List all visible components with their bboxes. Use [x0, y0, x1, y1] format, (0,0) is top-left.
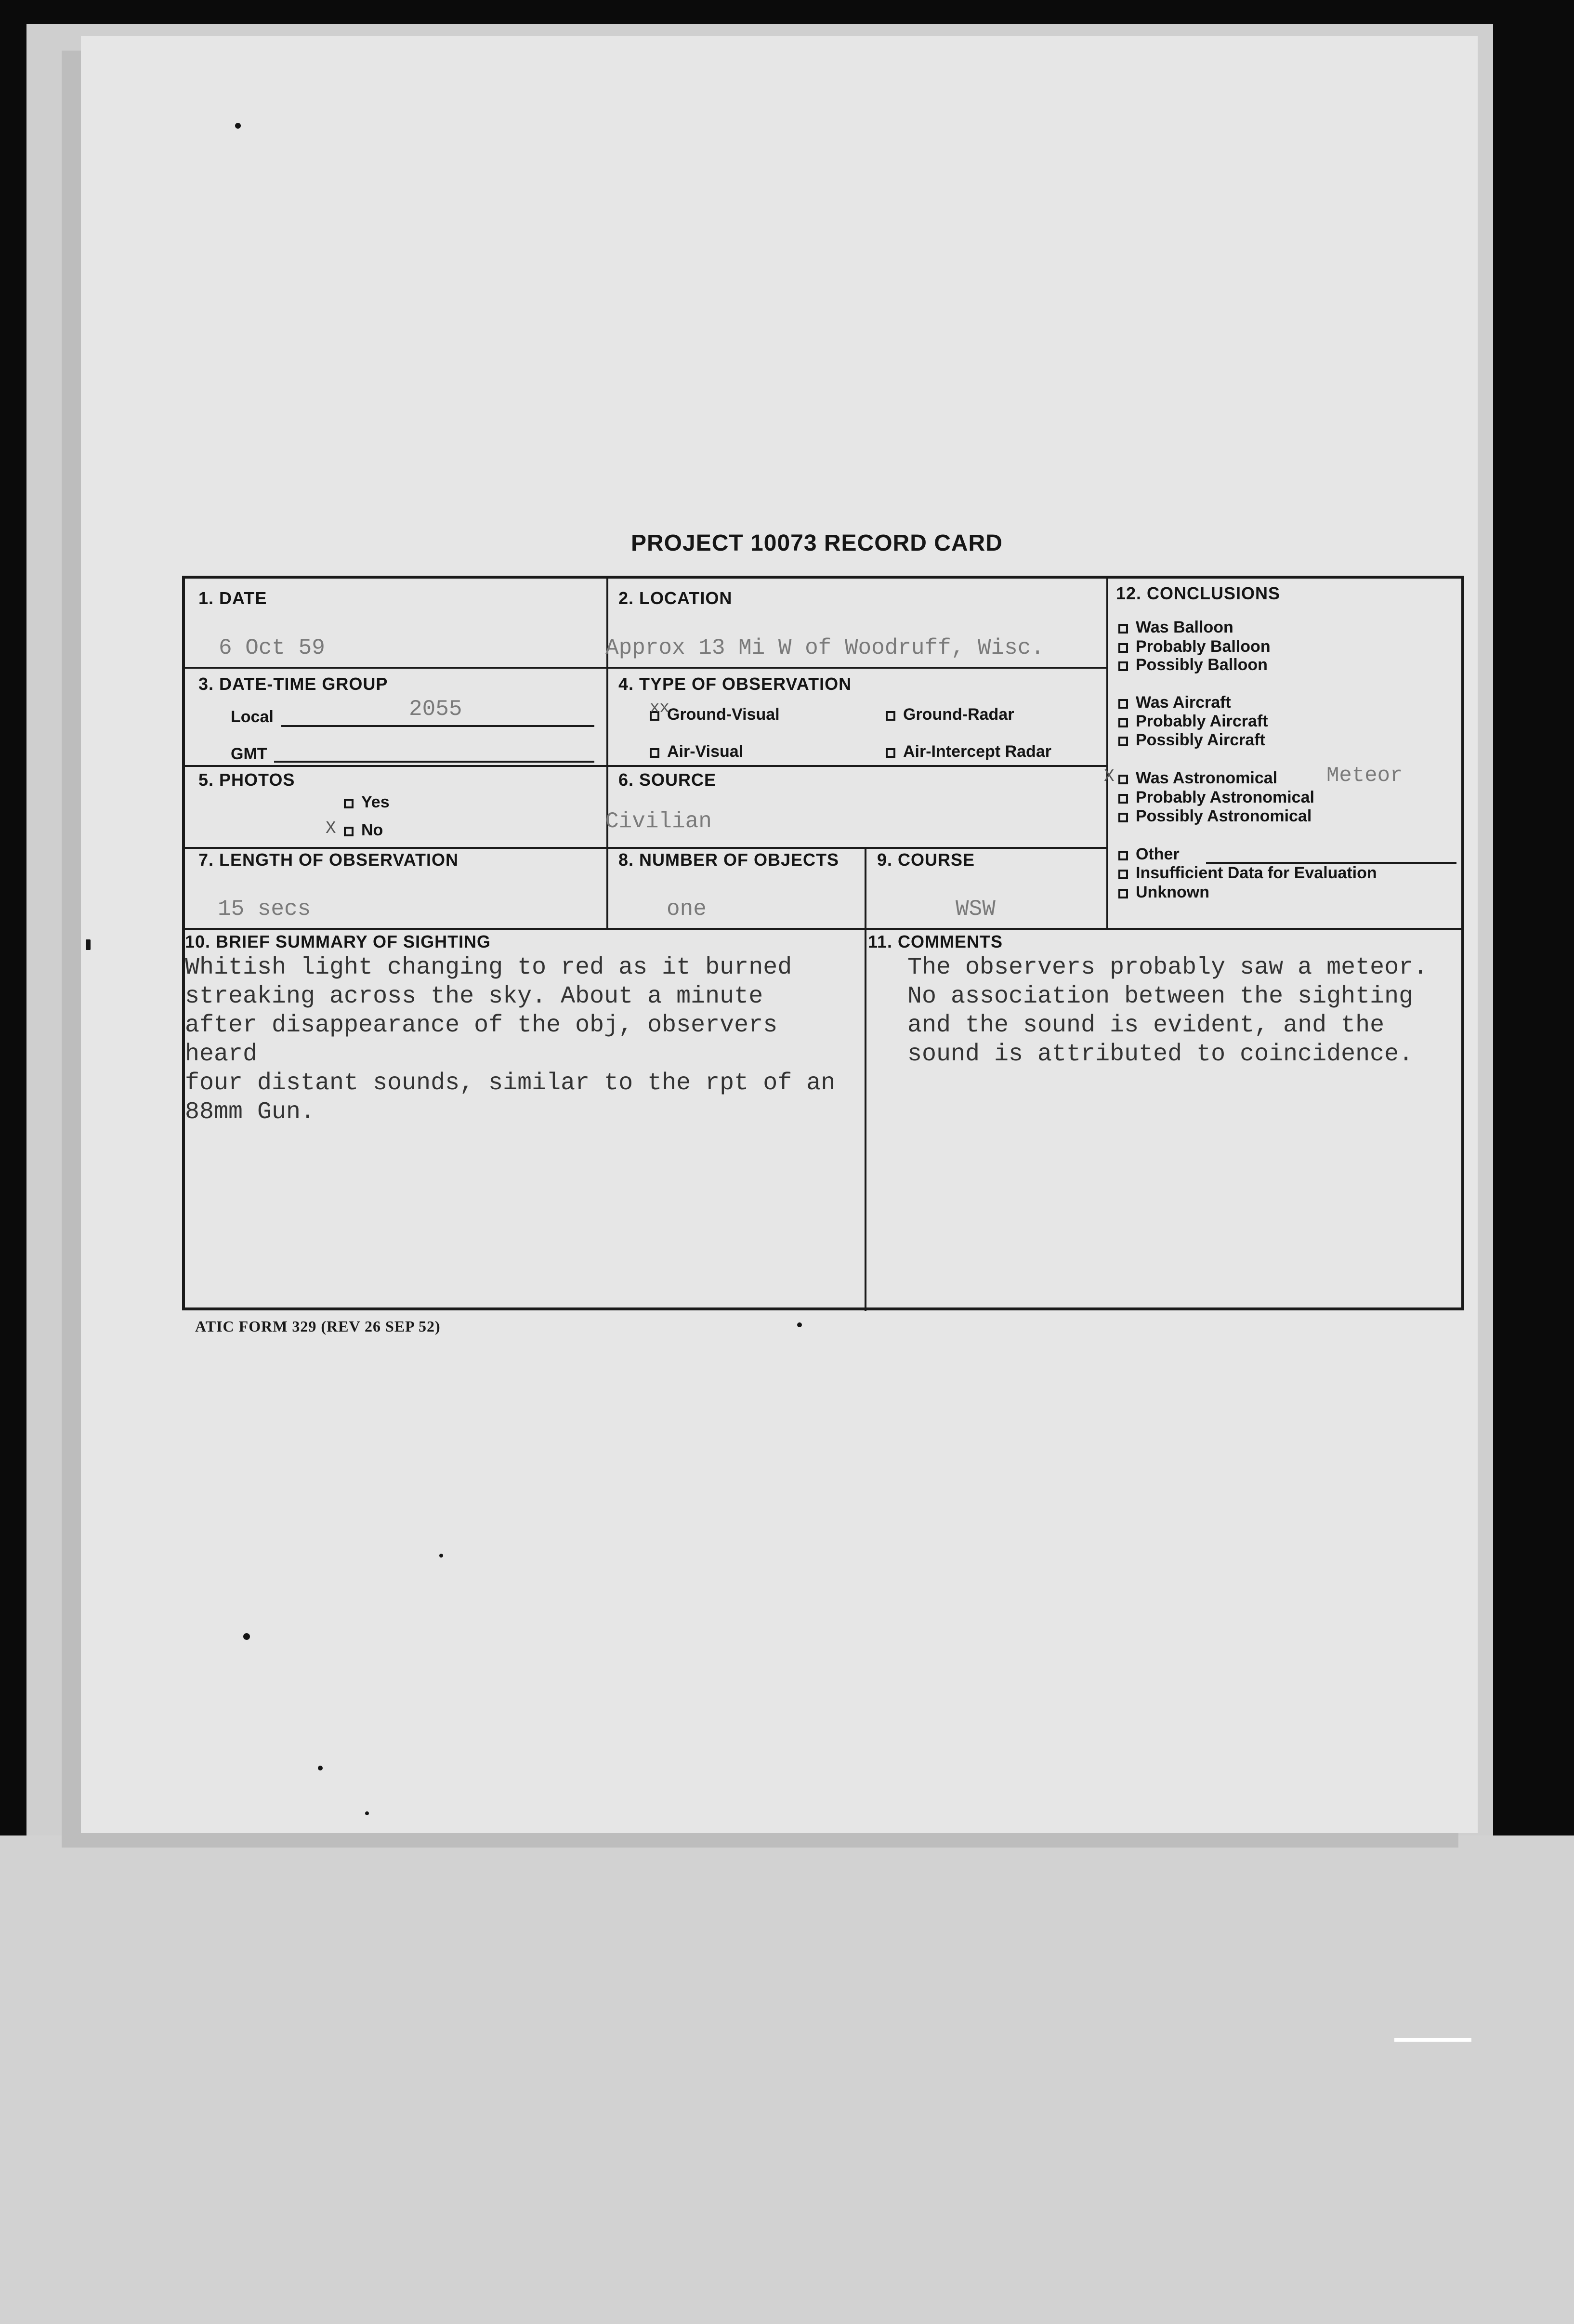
option-air-visual-label: Air-Visual	[667, 742, 744, 761]
local-label: Local	[231, 708, 274, 726]
astronomical-note: Meteor	[1326, 764, 1403, 788]
divider-v-objects	[865, 847, 866, 928]
overexposed-mark	[1394, 2038, 1471, 2042]
conclusion-probably-balloon-label: Probably Balloon	[1136, 637, 1271, 656]
divider-h-row4	[185, 928, 1461, 930]
divider-v-conclusions	[1106, 579, 1108, 928]
option-photos-yes	[344, 793, 390, 812]
conclusion-probably-balloon	[1118, 637, 1271, 656]
date-label: 1. DATE	[198, 588, 267, 608]
conclusion-other-label: Other	[1136, 845, 1180, 863]
observation-type-label: 4. TYPE OF OBSERVATION	[618, 674, 852, 694]
conclusion-probably-aircraft-label: Probably Aircraft	[1136, 712, 1268, 730]
comments-text: The observers probably saw a meteor. No association between the sighting and the sound is evident, and the sound is attributed to coincidence.	[907, 954, 1428, 1068]
conclusion-probably-aircraft	[1118, 712, 1268, 731]
card-title: PROJECT 10073 RECORD CARD	[631, 530, 1003, 556]
option-photos-no	[344, 821, 383, 840]
checkbox-photos-yes	[344, 799, 354, 808]
option-photos-yes-label: Yes	[361, 793, 390, 811]
checkbox-was-astronomical	[1118, 775, 1128, 784]
conclusion-unknown-label: Unknown	[1136, 883, 1209, 901]
checkbox-photos-no	[344, 827, 354, 836]
checkbox-ground-radar	[886, 711, 895, 721]
divider-v-left	[606, 579, 608, 928]
option-photos-no-label: No	[361, 821, 383, 839]
conclusion-probably-astronomical	[1118, 788, 1314, 807]
divider-h-row2	[185, 765, 1106, 767]
conclusions-label: 12. CONCLUSIONS	[1116, 583, 1281, 603]
objects-label: 8. NUMBER OF OBJECTS	[618, 850, 839, 870]
conclusion-possibly-balloon	[1118, 656, 1268, 674]
record-card	[182, 576, 1464, 1310]
divider-h-row3	[185, 847, 1106, 849]
divider-v-summary	[865, 928, 866, 1311]
film-lower-strip	[0, 1835, 1574, 2324]
option-air-intercept-radar	[886, 742, 1051, 761]
option-ground-radar-label: Ground-Radar	[903, 705, 1014, 724]
checkbox-probably-aircraft	[1118, 718, 1128, 727]
conclusion-was-balloon	[1118, 618, 1233, 637]
date-time-group-label: 3. DATE-TIME GROUP	[198, 674, 388, 694]
option-ground-visual-label: Ground-Visual	[667, 705, 780, 724]
course-value: WSW	[956, 897, 996, 922]
conclusion-was-balloon-label: Was Balloon	[1136, 618, 1233, 636]
checkbox-insufficient-data	[1118, 870, 1128, 879]
film-speck	[439, 1554, 443, 1558]
conclusion-possibly-balloon-label: Possibly Balloon	[1136, 656, 1268, 674]
conclusion-was-astronomical	[1118, 769, 1277, 788]
checkbox-air-intercept-radar	[886, 748, 895, 758]
conclusion-was-aircraft-label: Was Aircraft	[1136, 693, 1231, 712]
divider-h-row1	[185, 667, 1106, 669]
conclusion-probably-astronomical-label: Probably Astronomical	[1136, 788, 1314, 806]
objects-value: one	[667, 897, 707, 922]
location-value: Approx 13 Mi W of Woodruff, Wisc.	[605, 635, 1044, 660]
checkbox-air-visual	[650, 748, 659, 758]
checkbox-possibly-aircraft	[1118, 737, 1128, 746]
length-label: 7. LENGTH OF OBSERVATION	[198, 850, 459, 870]
conclusion-insufficient-data-label: Insufficient Data for Evaluation	[1136, 864, 1377, 882]
date-value: 6 Oct 59	[219, 635, 325, 660]
option-air-visual	[650, 742, 743, 761]
summary-text: Whitish light changing to red as it burned streaking across the sky. About a minute after disappearance of the obj, observers heard four distant sounds, similar to the rpt of an 88mm Gun.	[185, 954, 836, 1126]
option-air-intercept-radar-label: Air-Intercept Radar	[903, 742, 1051, 761]
photos-label: 5. PHOTOS	[198, 770, 295, 790]
conclusion-insufficient-data	[1118, 864, 1377, 883]
film-speck	[365, 1811, 369, 1815]
conclusion-other	[1118, 845, 1180, 864]
conclusion-was-astronomical-label: Was Astronomical	[1136, 769, 1278, 787]
astronomical-mark: X	[1104, 766, 1115, 786]
conclusion-possibly-aircraft	[1118, 731, 1265, 750]
checkbox-possibly-astronomical	[1118, 813, 1128, 822]
film-speck	[318, 1766, 323, 1770]
source-value: Civilian	[605, 809, 712, 834]
film-speck	[235, 123, 241, 129]
gmt-label: GMT	[231, 745, 267, 763]
checkbox-other	[1118, 851, 1128, 860]
checkbox-probably-balloon	[1118, 643, 1128, 653]
form-footer: ATIC FORM 329 (REV 26 SEP 52)	[195, 1318, 441, 1335]
gmt-line	[274, 761, 594, 763]
local-value: 2055	[409, 697, 462, 722]
film-speck	[243, 1633, 250, 1640]
source-label: 6. SOURCE	[618, 770, 717, 790]
checkbox-unknown	[1118, 889, 1128, 898]
location-label: 2. LOCATION	[618, 588, 733, 608]
checkbox-was-aircraft	[1118, 699, 1128, 709]
option-ground-radar	[886, 705, 1014, 724]
film-speck	[86, 939, 91, 950]
conclusion-was-aircraft	[1118, 693, 1231, 712]
conclusion-unknown	[1118, 883, 1209, 902]
checkbox-was-balloon	[1118, 624, 1128, 634]
conclusion-possibly-aircraft-label: Possibly Aircraft	[1136, 731, 1265, 749]
local-line	[281, 725, 594, 727]
checkbox-probably-astronomical	[1118, 794, 1128, 804]
length-value: 15 secs	[218, 897, 311, 922]
photos-no-mark: X	[326, 819, 336, 838]
conclusion-possibly-astronomical	[1118, 807, 1312, 826]
comments-label: 11. COMMENTS	[868, 932, 1003, 951]
summary-label: 10. BRIEF SUMMARY OF SIGHTING	[185, 932, 491, 951]
checkbox-possibly-balloon	[1118, 661, 1128, 671]
conclusion-possibly-astronomical-label: Possibly Astronomical	[1136, 807, 1312, 825]
course-label: 9. COURSE	[877, 850, 975, 870]
ground-visual-mark: xx	[650, 699, 669, 717]
film-speck	[797, 1322, 802, 1327]
